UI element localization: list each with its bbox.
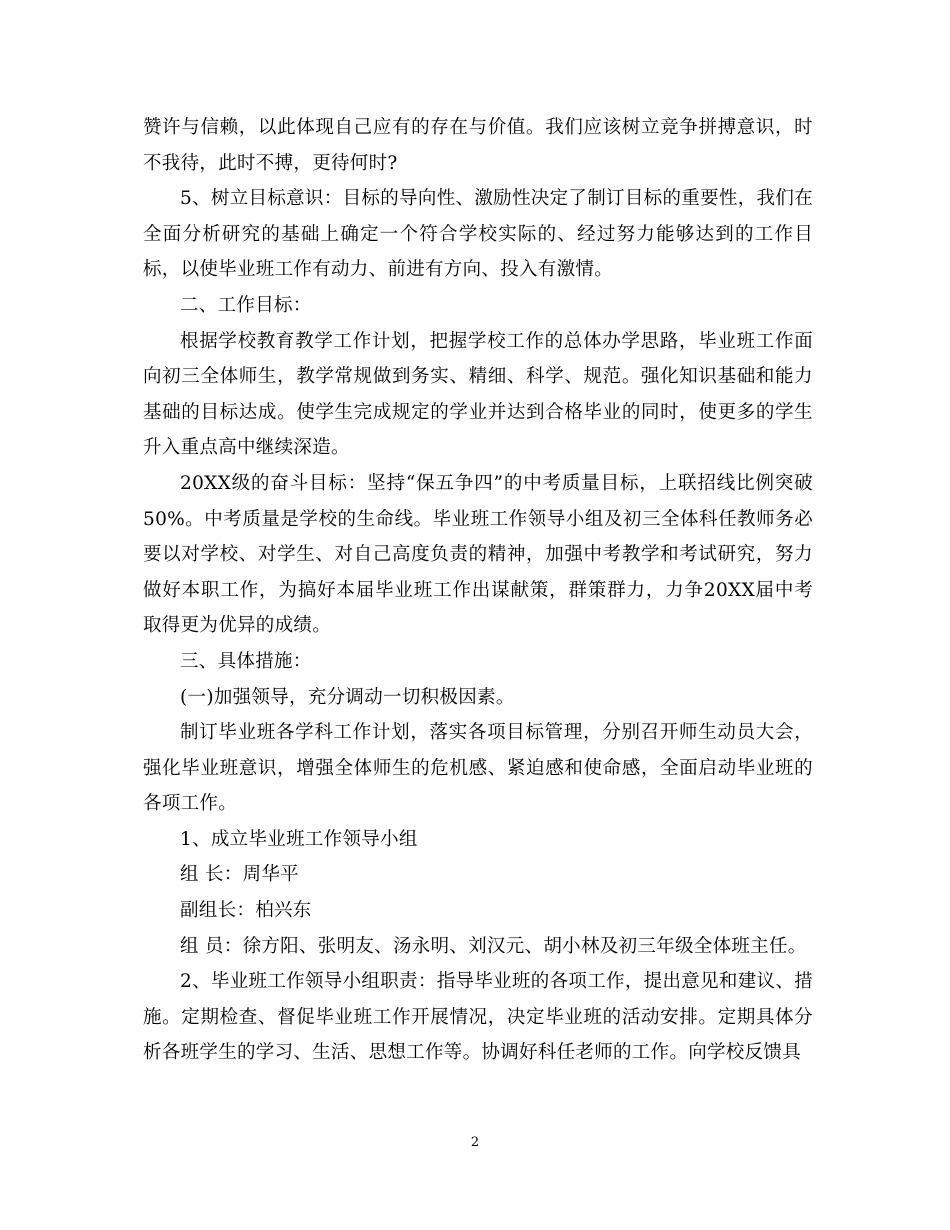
paragraph-goal-awareness: 5、树立目标意识：目标的导向性、激励性决定了制订目标的重要性，我们在全面分析研究的基础上确定一个符合学校实际的、经过努力能够达到的工作目标，以使毕业班工作有动力、前进有方向、投入有激情。 [143,188,813,281]
paragraph-plans: 制订毕业班各学科工作计划，落实各项目标管理，分别召开师生动员大会，强化毕业班意识，增强全体师生的危机感、紧迫感和使命感，全面启动毕业班的各项工作。 [143,722,813,815]
subheading-leadership: (一)加强领导，充分调动一切积极因素。 [180,686,515,708]
item-deputy-leader: 副组长：柏兴东 [180,900,312,922]
section-heading-measures: 三、具体措施： [180,650,312,672]
paragraph-continuation: 赞许与信赖，以此体现自己应有的存在与价值。我们应该树立竞争拼搏意识，时不我待，此时不搏，更待何时? [143,117,813,174]
paragraph-work-goals: 根据学校教育教学工作计划，把握学校工作的总体办学思路，毕业班工作面向初三全体师生，教学常规做到务实、精细、科学、规范。强化知识基础和能力基础的目标达成。使学生完成规定的学业并达到合格毕业的同时，使更多的学生升入重点高中继续深造。 [143,330,813,459]
item-group-leader: 组 长：周华平 [180,864,299,886]
document-body [143,110,813,1071]
paragraph-struggle-goals: 20XX级的奋斗目标：坚持“保五争四”的中考质量目标，上联招线比例突破50%。中考质量是学校的生命线。毕业班工作领导小组及初三全体科任教师务必要以对学校、对学生、对自己高度负责的精神，加强中考教学和考试研究，努力做好本职工作，为搞好本届毕业班工作出谋献策，群策群力，力争20XX届中考取得更为优异的成绩。 [143,472,813,637]
item-leadership-group: 1、成立毕业班工作领导小组 [180,828,418,850]
page-number: 2 [470,1135,480,1150]
item-group-duties: 2、毕业班工作领导小组职责：指导毕业班的各项工作，提出意见和建议、措施。定期检查、督促毕业班工作开展情况，决定毕业班的活动安排。定期具体分析各班学生的学习、生活、思想工作等。协调好科任老师的工作。向学校反馈具 [143,971,813,1064]
item-group-members: 组 员：徐方阳、张明友、汤永明、刘汉元、胡小林及初三年级全体班主任。 [180,935,807,957]
section-heading-work-goals: 二、工作目标： [180,294,312,316]
